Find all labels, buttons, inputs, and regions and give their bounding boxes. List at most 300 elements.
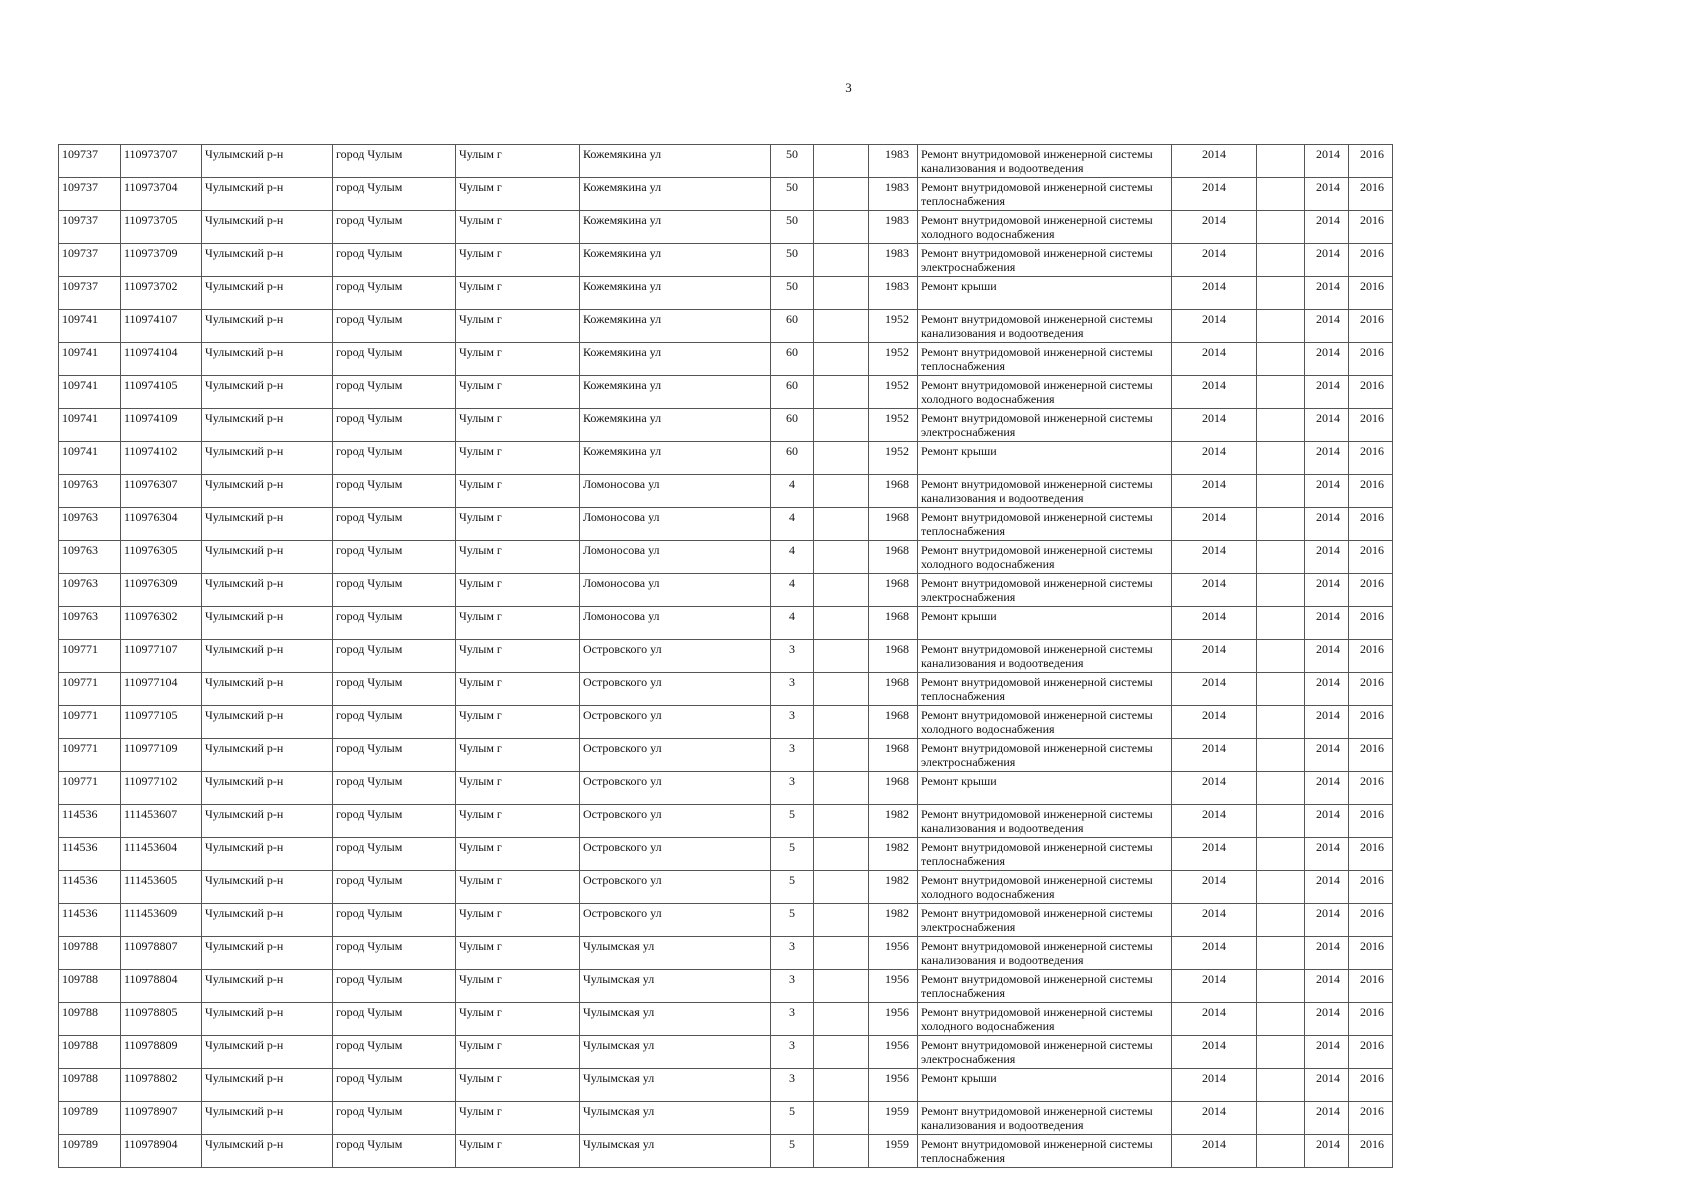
- cell-start-year: 2014: [1305, 1003, 1349, 1036]
- cell-start-year: 2014: [1305, 310, 1349, 343]
- cell-end-year: 2016: [1349, 871, 1393, 904]
- cell-work-type: Ремонт внутридомовой инженерной системы канализования и водоотведения: [918, 937, 1172, 970]
- cell-blank-col: [1257, 475, 1305, 508]
- cell-blank-col: [1257, 145, 1305, 178]
- cell-locality: Чулым г: [456, 376, 580, 409]
- cell-district: Чулымский р-н: [202, 772, 333, 805]
- cell-end-year: 2016: [1349, 970, 1393, 1003]
- table-row: [59, 640, 1393, 673]
- cell-locality: Чулым г: [456, 409, 580, 442]
- cell-plan-year: 2014: [1172, 1102, 1257, 1135]
- cell-street: Кожемякина ул: [580, 244, 771, 277]
- cell-work-type: Ремонт внутридомовой инженерной системы теплоснабжения: [918, 1135, 1172, 1168]
- cell-building: [814, 574, 869, 607]
- cell-locality: Чулым г: [456, 475, 580, 508]
- cell-district: Чулымский р-н: [202, 1003, 333, 1036]
- table-row: [59, 673, 1393, 706]
- cell-start-year: 2014: [1305, 970, 1349, 1003]
- cell-start-year: 2014: [1305, 904, 1349, 937]
- cell-house-id: 109789: [59, 1135, 121, 1168]
- cell-street: Чулымская ул: [580, 1135, 771, 1168]
- cell-building: [814, 772, 869, 805]
- cell-plan-year: 2014: [1172, 1135, 1257, 1168]
- cell-municipality: город Чулым: [333, 673, 456, 706]
- cell-street: Чулымская ул: [580, 1036, 771, 1069]
- cell-building: [814, 607, 869, 640]
- cell-end-year: 2016: [1349, 376, 1393, 409]
- cell-end-year: 2016: [1349, 211, 1393, 244]
- cell-building: [814, 1003, 869, 1036]
- cell-house-number: 3: [771, 739, 814, 772]
- cell-year-built: 1982: [869, 805, 918, 838]
- cell-building: [814, 871, 869, 904]
- cell-end-year: 2016: [1349, 442, 1393, 475]
- cell-street: Чулымская ул: [580, 1102, 771, 1135]
- cell-street: Кожемякина ул: [580, 343, 771, 376]
- cell-house-number: 5: [771, 805, 814, 838]
- cell-work-type: Ремонт внутридомовой инженерной системы электроснабжения: [918, 574, 1172, 607]
- cell-house-id: 109771: [59, 706, 121, 739]
- cell-start-year: 2014: [1305, 805, 1349, 838]
- cell-end-year: 2016: [1349, 508, 1393, 541]
- cell-building: [814, 376, 869, 409]
- cell-work-id: 110978904: [121, 1135, 202, 1168]
- cell-work-type: Ремонт крыши: [918, 442, 1172, 475]
- cell-municipality: город Чулым: [333, 508, 456, 541]
- cell-district: Чулымский р-н: [202, 211, 333, 244]
- cell-year-built: 1956: [869, 1003, 918, 1036]
- cell-end-year: 2016: [1349, 1036, 1393, 1069]
- cell-district: Чулымский р-н: [202, 541, 333, 574]
- cell-building: [814, 244, 869, 277]
- cell-building: [814, 904, 869, 937]
- cell-work-id: 111453607: [121, 805, 202, 838]
- cell-year-built: 1959: [869, 1102, 918, 1135]
- cell-street: Островского ул: [580, 640, 771, 673]
- cell-year-built: 1968: [869, 772, 918, 805]
- cell-end-year: 2016: [1349, 838, 1393, 871]
- cell-end-year: 2016: [1349, 409, 1393, 442]
- cell-building: [814, 541, 869, 574]
- cell-year-built: 1982: [869, 838, 918, 871]
- cell-street: Кожемякина ул: [580, 211, 771, 244]
- cell-blank-col: [1257, 1036, 1305, 1069]
- cell-locality: Чулым г: [456, 343, 580, 376]
- table-row: [59, 805, 1393, 838]
- cell-work-type: Ремонт внутридомовой инженерной системы теплоснабжения: [918, 673, 1172, 706]
- cell-work-type: Ремонт внутридомовой инженерной системы холодного водоснабжения: [918, 376, 1172, 409]
- cell-municipality: город Чулым: [333, 904, 456, 937]
- cell-work-id: 110976304: [121, 508, 202, 541]
- cell-district: Чулымский р-н: [202, 244, 333, 277]
- cell-work-id: 110974109: [121, 409, 202, 442]
- cell-plan-year: 2014: [1172, 277, 1257, 310]
- table-row: [59, 1069, 1393, 1102]
- cell-plan-year: 2014: [1172, 937, 1257, 970]
- table-row: [59, 178, 1393, 211]
- cell-building: [814, 310, 869, 343]
- cell-building: [814, 937, 869, 970]
- cell-street: Ломоносова ул: [580, 574, 771, 607]
- cell-end-year: 2016: [1349, 1135, 1393, 1168]
- cell-start-year: 2014: [1305, 673, 1349, 706]
- cell-house-number: 3: [771, 772, 814, 805]
- cell-year-built: 1956: [869, 1069, 918, 1102]
- cell-plan-year: 2014: [1172, 607, 1257, 640]
- cell-work-type: Ремонт внутридомовой инженерной системы теплоснабжения: [918, 838, 1172, 871]
- cell-plan-year: 2014: [1172, 673, 1257, 706]
- cell-plan-year: 2014: [1172, 805, 1257, 838]
- cell-work-id: 110974105: [121, 376, 202, 409]
- cell-start-year: 2014: [1305, 409, 1349, 442]
- cell-work-id: 111453609: [121, 904, 202, 937]
- cell-house-id: 109763: [59, 574, 121, 607]
- cell-building: [814, 1036, 869, 1069]
- cell-start-year: 2014: [1305, 739, 1349, 772]
- cell-work-id: 110974107: [121, 310, 202, 343]
- cell-plan-year: 2014: [1172, 508, 1257, 541]
- cell-start-year: 2014: [1305, 475, 1349, 508]
- cell-year-built: 1952: [869, 376, 918, 409]
- table-row: [59, 607, 1393, 640]
- cell-house-id: 109763: [59, 541, 121, 574]
- cell-work-type: Ремонт внутридомовой инженерной системы электроснабжения: [918, 244, 1172, 277]
- cell-building: [814, 277, 869, 310]
- cell-end-year: 2016: [1349, 805, 1393, 838]
- cell-street: Островского ул: [580, 739, 771, 772]
- cell-work-id: 111453605: [121, 871, 202, 904]
- cell-house-id: 114536: [59, 871, 121, 904]
- cell-street: Ломоносова ул: [580, 475, 771, 508]
- cell-district: Чулымский р-н: [202, 310, 333, 343]
- cell-work-type: Ремонт внутридомовой инженерной системы холодного водоснабжения: [918, 706, 1172, 739]
- cell-locality: Чулым г: [456, 1003, 580, 1036]
- cell-end-year: 2016: [1349, 310, 1393, 343]
- table-row: [59, 772, 1393, 805]
- table-row: [59, 277, 1393, 310]
- table-row: [59, 706, 1393, 739]
- cell-start-year: 2014: [1305, 343, 1349, 376]
- cell-year-built: 1983: [869, 244, 918, 277]
- cell-house-number: 60: [771, 310, 814, 343]
- cell-street: Кожемякина ул: [580, 145, 771, 178]
- cell-municipality: город Чулым: [333, 442, 456, 475]
- cell-blank-col: [1257, 706, 1305, 739]
- cell-blank-col: [1257, 904, 1305, 937]
- cell-municipality: город Чулым: [333, 871, 456, 904]
- cell-locality: Чулым г: [456, 1069, 580, 1102]
- cell-work-id: 110973705: [121, 211, 202, 244]
- table-row: [59, 739, 1393, 772]
- cell-blank-col: [1257, 607, 1305, 640]
- cell-work-type: Ремонт внутридомовой инженерной системы теплоснабжения: [918, 343, 1172, 376]
- cell-year-built: 1968: [869, 475, 918, 508]
- cell-house-number: 3: [771, 1069, 814, 1102]
- cell-street: Чулымская ул: [580, 1069, 771, 1102]
- cell-building: [814, 343, 869, 376]
- cell-locality: Чулым г: [456, 508, 580, 541]
- cell-start-year: 2014: [1305, 508, 1349, 541]
- cell-house-number: 3: [771, 1003, 814, 1036]
- cell-street: Чулымская ул: [580, 1003, 771, 1036]
- cell-blank-col: [1257, 937, 1305, 970]
- cell-district: Чулымский р-н: [202, 673, 333, 706]
- cell-house-number: 3: [771, 640, 814, 673]
- cell-house-number: 60: [771, 409, 814, 442]
- cell-building: [814, 838, 869, 871]
- cell-street: Островского ул: [580, 871, 771, 904]
- cell-district: Чулымский р-н: [202, 805, 333, 838]
- cell-building: [814, 1069, 869, 1102]
- cell-locality: Чулым г: [456, 277, 580, 310]
- cell-work-type: Ремонт внутридомовой инженерной системы холодного водоснабжения: [918, 541, 1172, 574]
- cell-blank-col: [1257, 772, 1305, 805]
- cell-plan-year: 2014: [1172, 1036, 1257, 1069]
- cell-start-year: 2014: [1305, 1135, 1349, 1168]
- cell-house-number: 3: [771, 673, 814, 706]
- cell-blank-col: [1257, 640, 1305, 673]
- cell-district: Чулымский р-н: [202, 376, 333, 409]
- cell-building: [814, 178, 869, 211]
- cell-locality: Чулым г: [456, 871, 580, 904]
- cell-house-number: 60: [771, 343, 814, 376]
- cell-start-year: 2014: [1305, 772, 1349, 805]
- cell-plan-year: 2014: [1172, 772, 1257, 805]
- cell-end-year: 2016: [1349, 904, 1393, 937]
- cell-blank-col: [1257, 970, 1305, 1003]
- cell-work-type: Ремонт внутридомовой инженерной системы теплоснабжения: [918, 508, 1172, 541]
- cell-district: Чулымский р-н: [202, 904, 333, 937]
- cell-plan-year: 2014: [1172, 343, 1257, 376]
- cell-municipality: город Чулым: [333, 772, 456, 805]
- cell-building: [814, 409, 869, 442]
- cell-municipality: город Чулым: [333, 640, 456, 673]
- cell-house-id: 109741: [59, 409, 121, 442]
- cell-end-year: 2016: [1349, 244, 1393, 277]
- cell-house-number: 3: [771, 1036, 814, 1069]
- cell-start-year: 2014: [1305, 1102, 1349, 1135]
- table-row: [59, 508, 1393, 541]
- cell-street: Островского ул: [580, 706, 771, 739]
- cell-plan-year: 2014: [1172, 211, 1257, 244]
- table-row: [59, 244, 1393, 277]
- cell-municipality: город Чулым: [333, 970, 456, 1003]
- cell-street: Кожемякина ул: [580, 310, 771, 343]
- cell-work-id: 110978809: [121, 1036, 202, 1069]
- cell-work-type: Ремонт внутридомовой инженерной системы электроснабжения: [918, 904, 1172, 937]
- table-row: [59, 970, 1393, 1003]
- cell-blank-col: [1257, 178, 1305, 211]
- cell-start-year: 2014: [1305, 607, 1349, 640]
- cell-start-year: 2014: [1305, 640, 1349, 673]
- cell-locality: Чулым г: [456, 244, 580, 277]
- cell-work-id: 110973702: [121, 277, 202, 310]
- cell-district: Чулымский р-н: [202, 739, 333, 772]
- cell-work-id: 110973704: [121, 178, 202, 211]
- cell-blank-col: [1257, 673, 1305, 706]
- cell-locality: Чулым г: [456, 1036, 580, 1069]
- cell-district: Чулымский р-н: [202, 607, 333, 640]
- cell-work-type: Ремонт крыши: [918, 1069, 1172, 1102]
- cell-street: Островского ул: [580, 904, 771, 937]
- cell-work-id: 110978807: [121, 937, 202, 970]
- cell-end-year: 2016: [1349, 145, 1393, 178]
- cell-district: Чулымский р-н: [202, 1102, 333, 1135]
- cell-house-number: 50: [771, 244, 814, 277]
- cell-work-type: Ремонт внутридомовой инженерной системы теплоснабжения: [918, 970, 1172, 1003]
- cell-house-number: 5: [771, 904, 814, 937]
- cell-municipality: город Чулым: [333, 178, 456, 211]
- cell-work-type: Ремонт внутридомовой инженерной системы канализования и водоотведения: [918, 1102, 1172, 1135]
- cell-house-number: 50: [771, 277, 814, 310]
- cell-house-number: 3: [771, 970, 814, 1003]
- cell-building: [814, 442, 869, 475]
- cell-start-year: 2014: [1305, 937, 1349, 970]
- cell-year-built: 1952: [869, 343, 918, 376]
- cell-work-id: 110976302: [121, 607, 202, 640]
- cell-municipality: город Чулым: [333, 541, 456, 574]
- cell-work-type: Ремонт внутридомовой инженерной системы канализования и водоотведения: [918, 310, 1172, 343]
- table-row: [59, 409, 1393, 442]
- table-row: [59, 1102, 1393, 1135]
- table-row: [59, 475, 1393, 508]
- cell-year-built: 1968: [869, 607, 918, 640]
- cell-street: Кожемякина ул: [580, 442, 771, 475]
- cell-blank-col: [1257, 409, 1305, 442]
- cell-house-number: 3: [771, 937, 814, 970]
- cell-plan-year: 2014: [1172, 838, 1257, 871]
- table-row: [59, 310, 1393, 343]
- cell-start-year: 2014: [1305, 244, 1349, 277]
- cell-plan-year: 2014: [1172, 475, 1257, 508]
- table-row: [59, 838, 1393, 871]
- cell-plan-year: 2014: [1172, 178, 1257, 211]
- cell-house-id: 109763: [59, 607, 121, 640]
- cell-locality: Чулым г: [456, 904, 580, 937]
- cell-house-id: 109737: [59, 277, 121, 310]
- cell-municipality: город Чулым: [333, 937, 456, 970]
- cell-end-year: 2016: [1349, 475, 1393, 508]
- cell-street: Островского ул: [580, 673, 771, 706]
- cell-start-year: 2014: [1305, 706, 1349, 739]
- cell-building: [814, 145, 869, 178]
- cell-street: Чулымская ул: [580, 970, 771, 1003]
- cell-locality: Чулым г: [456, 574, 580, 607]
- cell-house-number: 50: [771, 145, 814, 178]
- cell-district: Чулымский р-н: [202, 145, 333, 178]
- cell-street: Кожемякина ул: [580, 376, 771, 409]
- cell-year-built: 1968: [869, 706, 918, 739]
- cell-end-year: 2016: [1349, 673, 1393, 706]
- cell-start-year: 2014: [1305, 376, 1349, 409]
- cell-house-number: 5: [771, 1102, 814, 1135]
- cell-locality: Чулым г: [456, 739, 580, 772]
- cell-district: Чулымский р-н: [202, 706, 333, 739]
- cell-year-built: 1983: [869, 211, 918, 244]
- cell-building: [814, 1102, 869, 1135]
- cell-house-number: 4: [771, 541, 814, 574]
- cell-district: Чулымский р-н: [202, 838, 333, 871]
- cell-house-number: 5: [771, 838, 814, 871]
- cell-year-built: 1956: [869, 970, 918, 1003]
- cell-house-id: 109788: [59, 1036, 121, 1069]
- table-row: [59, 145, 1393, 178]
- cell-locality: Чулым г: [456, 310, 580, 343]
- cell-work-id: 110977107: [121, 640, 202, 673]
- cell-house-number: 60: [771, 376, 814, 409]
- cell-plan-year: 2014: [1172, 871, 1257, 904]
- cell-plan-year: 2014: [1172, 706, 1257, 739]
- cell-plan-year: 2014: [1172, 376, 1257, 409]
- cell-municipality: город Чулым: [333, 1102, 456, 1135]
- cell-end-year: 2016: [1349, 574, 1393, 607]
- cell-street: Чулымская ул: [580, 937, 771, 970]
- table-body: [59, 145, 1393, 1168]
- cell-blank-col: [1257, 1102, 1305, 1135]
- cell-locality: Чулым г: [456, 706, 580, 739]
- cell-district: Чулымский р-н: [202, 970, 333, 1003]
- cell-house-id: 109737: [59, 211, 121, 244]
- cell-house-id: 109771: [59, 673, 121, 706]
- cell-start-year: 2014: [1305, 178, 1349, 211]
- cell-work-type: Ремонт внутридомовой инженерной системы холодного водоснабжения: [918, 1003, 1172, 1036]
- cell-blank-col: [1257, 1135, 1305, 1168]
- cell-end-year: 2016: [1349, 178, 1393, 211]
- cell-municipality: город Чулым: [333, 805, 456, 838]
- cell-work-id: 110974102: [121, 442, 202, 475]
- cell-house-number: 50: [771, 211, 814, 244]
- table-row: [59, 442, 1393, 475]
- cell-building: [814, 640, 869, 673]
- cell-start-year: 2014: [1305, 211, 1349, 244]
- page-number: 3: [845, 80, 852, 95]
- cell-municipality: город Чулым: [333, 838, 456, 871]
- cell-house-id: 109741: [59, 343, 121, 376]
- cell-locality: Чулым г: [456, 211, 580, 244]
- cell-work-type: Ремонт внутридомовой инженерной системы теплоснабжения: [918, 178, 1172, 211]
- cell-year-built: 1968: [869, 541, 918, 574]
- cell-plan-year: 2014: [1172, 574, 1257, 607]
- cell-street: Ломоносова ул: [580, 607, 771, 640]
- cell-work-type: Ремонт крыши: [918, 277, 1172, 310]
- cell-district: Чулымский р-н: [202, 640, 333, 673]
- cell-work-type: Ремонт внутридомовой инженерной системы канализования и водоотведения: [918, 145, 1172, 178]
- cell-work-type: Ремонт внутридомовой инженерной системы холодного водоснабжения: [918, 211, 1172, 244]
- table-row: [59, 343, 1393, 376]
- cell-district: Чулымский р-н: [202, 343, 333, 376]
- cell-work-id: 111453604: [121, 838, 202, 871]
- cell-street: Ломоносова ул: [580, 508, 771, 541]
- cell-year-built: 1952: [869, 442, 918, 475]
- cell-start-year: 2014: [1305, 277, 1349, 310]
- table-row: [59, 211, 1393, 244]
- cell-house-id: 114536: [59, 805, 121, 838]
- cell-locality: Чулым г: [456, 607, 580, 640]
- cell-work-type: Ремонт внутридомовой инженерной системы канализования и водоотведения: [918, 640, 1172, 673]
- cell-end-year: 2016: [1349, 277, 1393, 310]
- cell-house-id: 109741: [59, 376, 121, 409]
- cell-building: [814, 673, 869, 706]
- cell-plan-year: 2014: [1172, 442, 1257, 475]
- cell-start-year: 2014: [1305, 574, 1349, 607]
- cell-house-id: 109741: [59, 310, 121, 343]
- cell-work-type: Ремонт внутридомовой инженерной системы электроснабжения: [918, 1036, 1172, 1069]
- cell-house-id: 109737: [59, 178, 121, 211]
- cell-building: [814, 1135, 869, 1168]
- cell-year-built: 1952: [869, 310, 918, 343]
- cell-work-id: 110978805: [121, 1003, 202, 1036]
- cell-locality: Чулым г: [456, 1102, 580, 1135]
